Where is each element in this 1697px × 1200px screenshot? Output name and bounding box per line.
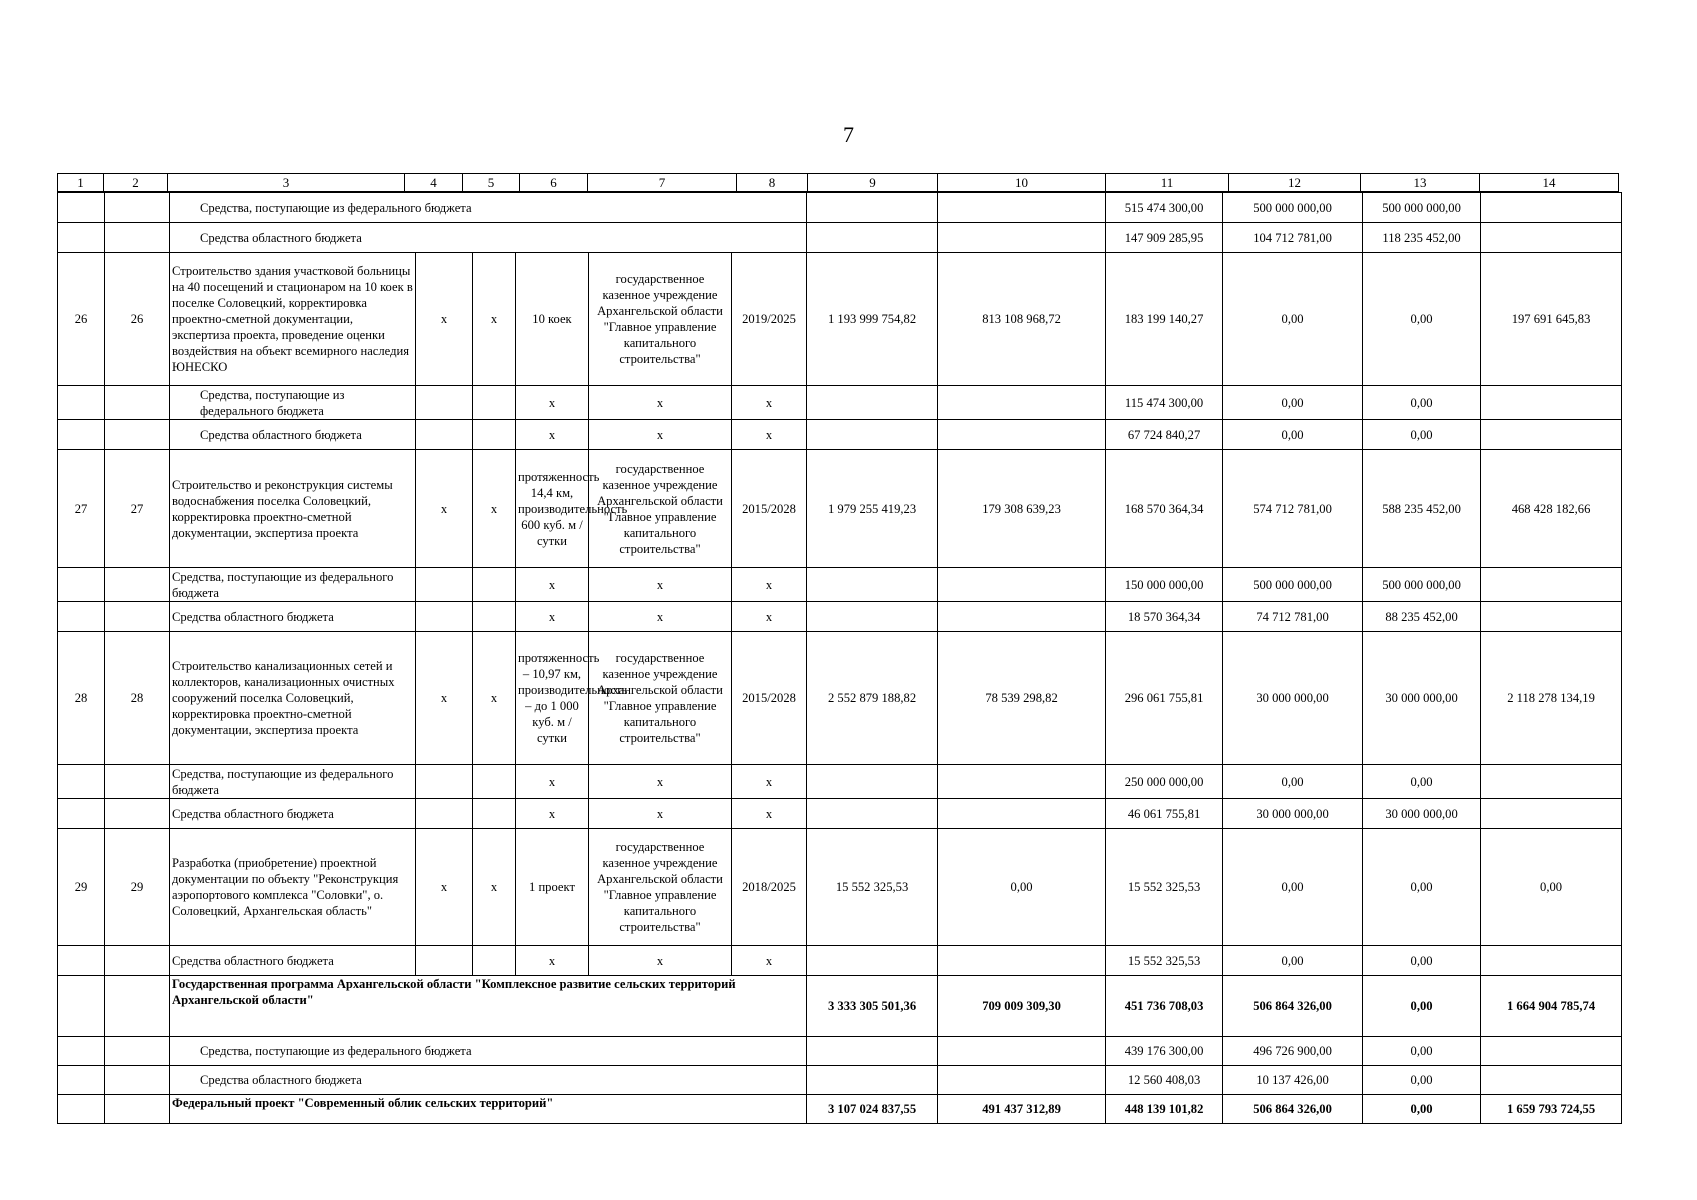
- object-name: Разработка (приобретение) проектной документации по объекту "Реконструкция аэропортового комплекса "Соловки", о. Соловецкий, Архангельская область": [170, 829, 416, 946]
- cell-col11: 15 552 325,53: [1106, 829, 1223, 946]
- cell-col9: 2 552 879 188,82: [807, 632, 938, 765]
- cell-col13: 588 235 452,00: [1363, 450, 1481, 568]
- cell-col11: 15 552 325,53: [1106, 946, 1223, 976]
- cell-col13: 0,00: [1363, 946, 1481, 976]
- cell-col8: х: [732, 568, 807, 602]
- cell-col11: 147 909 285,95: [1106, 223, 1223, 253]
- header-cell: 4: [405, 174, 463, 192]
- row-label: Средства, поступающие из федерального бюджета: [170, 568, 416, 602]
- cell-col6: х: [516, 946, 589, 976]
- cell-col11: 250 000 000,00: [1106, 765, 1223, 799]
- cell-col6: х: [516, 420, 589, 450]
- federal-project-title: Федеральный проект "Современный облик сельских территорий": [170, 1095, 807, 1124]
- header-cell: 7: [588, 174, 737, 192]
- cell-col2: 28: [105, 632, 170, 765]
- cell-col8: х: [732, 420, 807, 450]
- header-cell: 9: [808, 174, 938, 192]
- cell-col14: 468 428 182,66: [1481, 450, 1622, 568]
- cell-col11: 46 061 755,81: [1106, 799, 1223, 829]
- cell-col12: 0,00: [1223, 253, 1363, 386]
- cell-col8: х: [732, 946, 807, 976]
- cell-col6: х: [516, 602, 589, 632]
- cell-col13: 0,00: [1363, 829, 1481, 946]
- table-row: [58, 450, 1622, 568]
- cell-col8: х: [732, 799, 807, 829]
- cell-col11: 12 560 408,03: [1106, 1066, 1223, 1095]
- row-label: Средства областного бюджета: [170, 602, 416, 632]
- cell-col12: 0,00: [1223, 765, 1363, 799]
- table-row: [58, 386, 1622, 420]
- cell-col14: 0,00: [1481, 829, 1622, 946]
- cell-col6: 10 коек: [516, 253, 589, 386]
- cell-col8: 2015/2028: [732, 632, 807, 765]
- cell-col8: х: [732, 765, 807, 799]
- cell-col11: 168 570 364,34: [1106, 450, 1223, 568]
- cell-col7: государственное казенное учреждение Архангельской области "Главное управление капитального строительства": [589, 253, 732, 386]
- row-label: Средства областного бюджета: [170, 223, 807, 253]
- cell-col13: 0,00: [1363, 976, 1481, 1037]
- cell-col8: 2018/2025: [732, 829, 807, 946]
- table-row: [58, 602, 1622, 632]
- cell-col12: 574 712 781,00: [1223, 450, 1363, 568]
- cell-col4: х: [416, 632, 473, 765]
- cell-col13: 0,00: [1363, 386, 1481, 420]
- cell-col7: государственное казенное учреждение Архангельской области "Главное управление капитального строительства": [589, 829, 732, 946]
- cell-col8: х: [732, 602, 807, 632]
- cell-col6: протяженность 14,4 км, производительность 600 куб. м / сутки: [516, 450, 589, 568]
- cell-col9: 1 193 999 754,82: [807, 253, 938, 386]
- cell-col6: протяженность – 10,97 км, производительность – до 1 000 куб. м / сутки: [516, 632, 589, 765]
- cell-col10: 813 108 968,72: [938, 253, 1106, 386]
- table-row: [58, 223, 1622, 253]
- cell-col5: х: [473, 829, 516, 946]
- program-title: Государственная программа Архангельской области "Комплексное развитие сельских территорий Архангельской области": [170, 976, 807, 1037]
- cell-col13: 118 235 452,00: [1363, 223, 1481, 253]
- cell-col10: 709 009 309,30: [938, 976, 1106, 1037]
- table-row: [58, 946, 1622, 976]
- cell-col9: 3 333 305 501,36: [807, 976, 938, 1037]
- cell-col13: 88 235 452,00: [1363, 602, 1481, 632]
- cell-col12: 30 000 000,00: [1223, 632, 1363, 765]
- cell-col2: 29: [105, 829, 170, 946]
- row-label: Средства областного бюджета: [170, 946, 416, 976]
- cell-col13: 0,00: [1363, 1095, 1481, 1124]
- table-row: [58, 568, 1622, 602]
- cell-col13: 0,00: [1363, 253, 1481, 386]
- table-row: [58, 1037, 1622, 1066]
- cell-col5: х: [473, 632, 516, 765]
- page-number: 7: [843, 122, 854, 147]
- cell-col10: 0,00: [938, 829, 1106, 946]
- cell-col13: 30 000 000,00: [1363, 799, 1481, 829]
- header-cell: 8: [737, 174, 808, 192]
- cell-col5: х: [473, 450, 516, 568]
- cell-col11: 296 061 755,81: [1106, 632, 1223, 765]
- cell-col6: х: [516, 568, 589, 602]
- cell-col11: 115 474 300,00: [1106, 386, 1223, 420]
- cell-col1: 28: [58, 632, 105, 765]
- cell-col10: 179 308 639,23: [938, 450, 1106, 568]
- cell-col11: 18 570 364,34: [1106, 602, 1223, 632]
- cell-col7: х: [589, 765, 732, 799]
- header-cell: 2: [104, 174, 168, 192]
- cell-col12: 0,00: [1223, 829, 1363, 946]
- row-label: Средства областного бюджета: [170, 420, 416, 450]
- cell-col13: 500 000 000,00: [1363, 193, 1481, 223]
- table-row: [58, 829, 1622, 946]
- header-cell: 13: [1361, 174, 1480, 192]
- header-cell: 1: [58, 174, 104, 192]
- header-cell: 5: [463, 174, 520, 192]
- object-name: Строительство канализационных сетей и коллекторов, канализационных очистных сооружений поселка Соловецкий, корректировка проектно-сметной документации, экспертиза проекта: [170, 632, 416, 765]
- cell-col9: 3 107 024 837,55: [807, 1095, 938, 1124]
- cell-col12: 10 137 426,00: [1223, 1066, 1363, 1095]
- table-column-numbers: [57, 173, 1619, 192]
- row-label: Средства, поступающие из федерального бюджета: [170, 386, 416, 420]
- cell-col7: х: [589, 420, 732, 450]
- cell-col10: 78 539 298,82: [938, 632, 1106, 765]
- cell-col4: х: [416, 450, 473, 568]
- cell-col12: 496 726 900,00: [1223, 1037, 1363, 1066]
- cell-col13: 0,00: [1363, 1037, 1481, 1066]
- cell-col7: х: [589, 799, 732, 829]
- header-cell: 11: [1106, 174, 1229, 192]
- row-label: Средства, поступающие из федерального бюджета: [170, 1037, 807, 1066]
- cell-col11: 439 176 300,00: [1106, 1037, 1223, 1066]
- cell-col12: 30 000 000,00: [1223, 799, 1363, 829]
- cell-col12: 500 000 000,00: [1223, 568, 1363, 602]
- cell-col11: 448 139 101,82: [1106, 1095, 1223, 1124]
- cell-col4: х: [416, 829, 473, 946]
- cell-col12: 500 000 000,00: [1223, 193, 1363, 223]
- table-row: [58, 799, 1622, 829]
- cell-col13: 0,00: [1363, 765, 1481, 799]
- table-row: [58, 420, 1622, 450]
- cell-col14: 2 118 278 134,19: [1481, 632, 1622, 765]
- row-label: Средства, поступающие из федерального бюджета: [170, 765, 416, 799]
- row-label: Средства, поступающие из федерального бюджета: [170, 193, 807, 223]
- cell-col9: 1 979 255 419,23: [807, 450, 938, 568]
- header-cell: 14: [1480, 174, 1619, 192]
- cell-col9: 15 552 325,53: [807, 829, 938, 946]
- cell-col11: 451 736 708,03: [1106, 976, 1223, 1037]
- cell-col12: 0,00: [1223, 946, 1363, 976]
- cell-col8: 2015/2028: [732, 450, 807, 568]
- cell-col13: 0,00: [1363, 420, 1481, 450]
- cell-col7: х: [589, 946, 732, 976]
- object-name: Строительство здания участковой больницы на 40 посещений и стационаром на 10 коек в поселке Соловецкий, корректировка проектно-сметной документации, экспертиза проекта, проведение оценки воздействия на объект всемирного наследия ЮНЕСКО: [170, 253, 416, 386]
- cell-col1: 29: [58, 829, 105, 946]
- cell-col7: х: [589, 568, 732, 602]
- row-label: Средства областного бюджета: [170, 799, 416, 829]
- object-name: Строительство и реконструкция системы водоснабжения поселка Соловецкий, корректировка проектно-сметной документации, экспертиза проекта: [170, 450, 416, 568]
- table-row: [58, 1066, 1622, 1095]
- header-cell: 6: [520, 174, 588, 192]
- cell-col13: 30 000 000,00: [1363, 632, 1481, 765]
- cell-col14: 197 691 645,83: [1481, 253, 1622, 386]
- cell-col10: 491 437 312,89: [938, 1095, 1106, 1124]
- cell-col12: 0,00: [1223, 386, 1363, 420]
- header-cell: 3: [168, 174, 405, 192]
- cell-col4: х: [416, 253, 473, 386]
- cell-col13: 0,00: [1363, 1066, 1481, 1095]
- cell-col7: государственное казенное учреждение Архангельской области "Главное управление капитального строительства": [589, 632, 732, 765]
- cell-col12: 506 864 326,00: [1223, 976, 1363, 1037]
- cell-col7: государственное казенное учреждение Архангельской области "Главное управление капитального строительства": [589, 450, 732, 568]
- cell-col12: 0,00: [1223, 420, 1363, 450]
- cell-col11: 515 474 300,00: [1106, 193, 1223, 223]
- cell-col12: 506 864 326,00: [1223, 1095, 1363, 1124]
- header-cell: 12: [1229, 174, 1361, 192]
- cell-col12: 104 712 781,00: [1223, 223, 1363, 253]
- cell-col8: 2019/2025: [732, 253, 807, 386]
- cell-col5: х: [473, 253, 516, 386]
- cell-col11: 150 000 000,00: [1106, 568, 1223, 602]
- row-label: Средства областного бюджета: [170, 1066, 807, 1095]
- header-row: [58, 174, 1619, 192]
- table-row: [58, 765, 1622, 799]
- cell-col2: 26: [105, 253, 170, 386]
- cell-col12: 74 712 781,00: [1223, 602, 1363, 632]
- cell-col7: х: [589, 602, 732, 632]
- table-row: [58, 253, 1622, 386]
- cell-col7: х: [589, 386, 732, 420]
- cell-col1: 27: [58, 450, 105, 568]
- cell-col11: 67 724 840,27: [1106, 420, 1223, 450]
- table-row: [58, 1095, 1622, 1124]
- cell-col6: х: [516, 765, 589, 799]
- cell-col2: 27: [105, 450, 170, 568]
- investment-objects-table: [57, 192, 1622, 1124]
- cell-col14: 1 659 793 724,55: [1481, 1095, 1622, 1124]
- table-row: [58, 193, 1622, 223]
- cell-col6: 1 проект: [516, 829, 589, 946]
- cell-col11: 183 199 140,27: [1106, 253, 1223, 386]
- cell-col8: х: [732, 386, 807, 420]
- cell-col6: х: [516, 799, 589, 829]
- cell-col1: 26: [58, 253, 105, 386]
- cell-col14: 1 664 904 785,74: [1481, 976, 1622, 1037]
- header-cell: 10: [938, 174, 1106, 192]
- table-row: [58, 632, 1622, 765]
- cell-col13: 500 000 000,00: [1363, 568, 1481, 602]
- cell-col6: х: [516, 386, 589, 420]
- table-row: [58, 976, 1622, 1037]
